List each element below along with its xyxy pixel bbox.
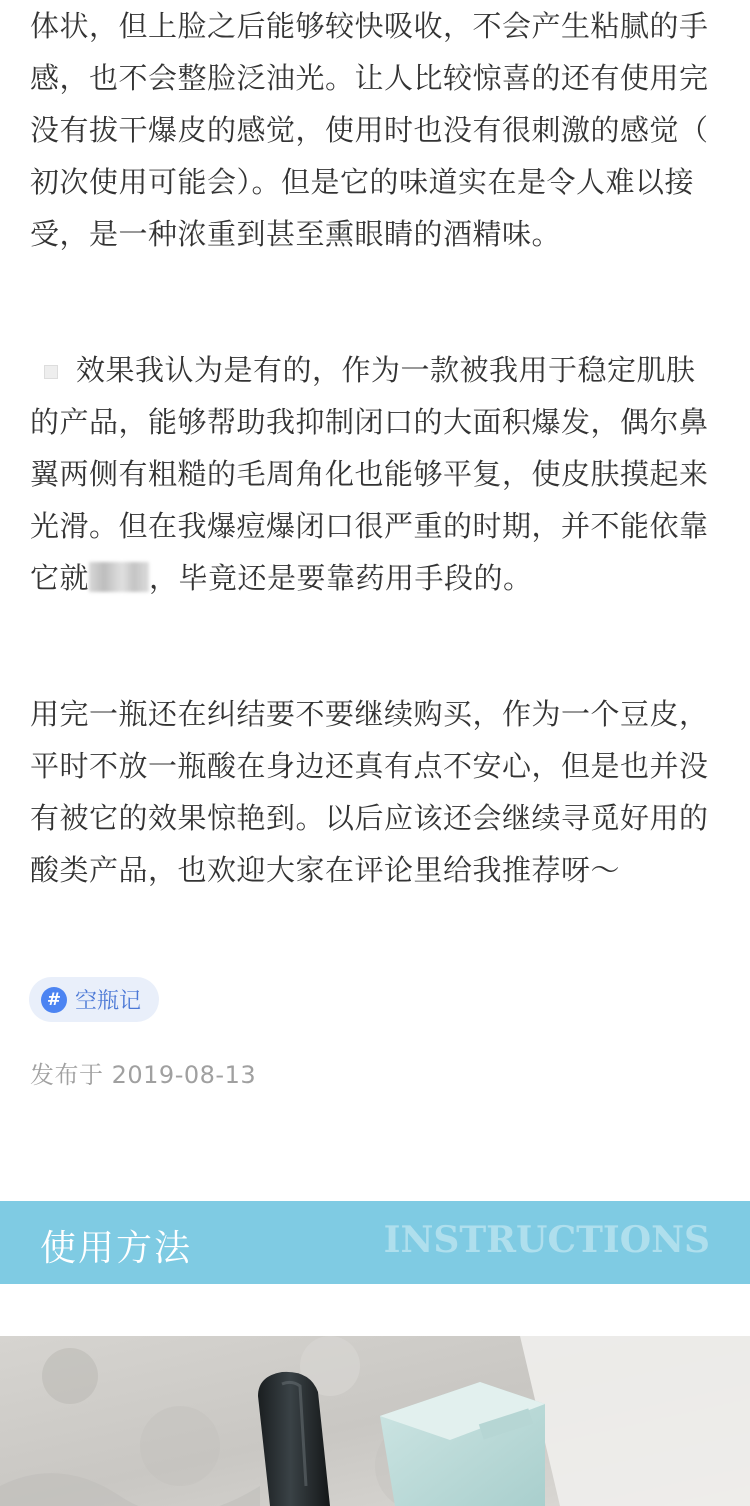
inline-image-icon bbox=[44, 365, 58, 379]
publish-date: 发布于 2019-08-13 bbox=[30, 1061, 257, 1089]
article-paragraph: 用完一瓶还在纠结要不要继续购买，作为一个豆皮，平时不放一瓶酸在身边还真有点不安心，但是也并没有被它的效果惊艳到。以后应该还会继续寻觅好用的酸类产品，也欢迎大家在评论里给我推荐呀～ bbox=[30, 697, 709, 887]
hashtag-icon: # bbox=[41, 987, 67, 1013]
blurred-word bbox=[89, 562, 149, 592]
product-photo bbox=[0, 1336, 750, 1506]
photo-illustration bbox=[0, 1336, 750, 1506]
section-watermark: INSTRUCTIONS bbox=[383, 1219, 710, 1261]
article-paragraph bbox=[30, 344, 720, 604]
section-header bbox=[0, 1201, 750, 1284]
article-text: ，毕竟还是要靠药用手段的。 bbox=[149, 561, 533, 595]
article-paragraph: 体状，但上脸之后能够较快吸收，不会产生粘腻的手感，也不会整脸泛油光。让人比较惊喜的还有使用完没有拔干爆皮的感觉，使用时也没有很刺激的感觉（初次使用可能会）。但是它的味道实在是令人难以接受，是一种浓重到甚至熏眼睛的酒精味。 bbox=[30, 9, 709, 251]
section-title: 使用方法 bbox=[40, 1228, 193, 1269]
article-text: 效果我认为是有的，作为一款被我用于稳定肌肤的产品，能够帮助我抑制闭口的大面积爆发，偶尔鼻翼两侧有粗糙的毛周角化也能够平复，使皮肤摸起来光滑。但在我爆痘爆闭口很严重的时期，并不能依靠它就 bbox=[30, 353, 709, 595]
topic-tag-label: 空瓶记 bbox=[75, 989, 142, 1014]
topic-tag[interactable] bbox=[29, 977, 159, 1022]
